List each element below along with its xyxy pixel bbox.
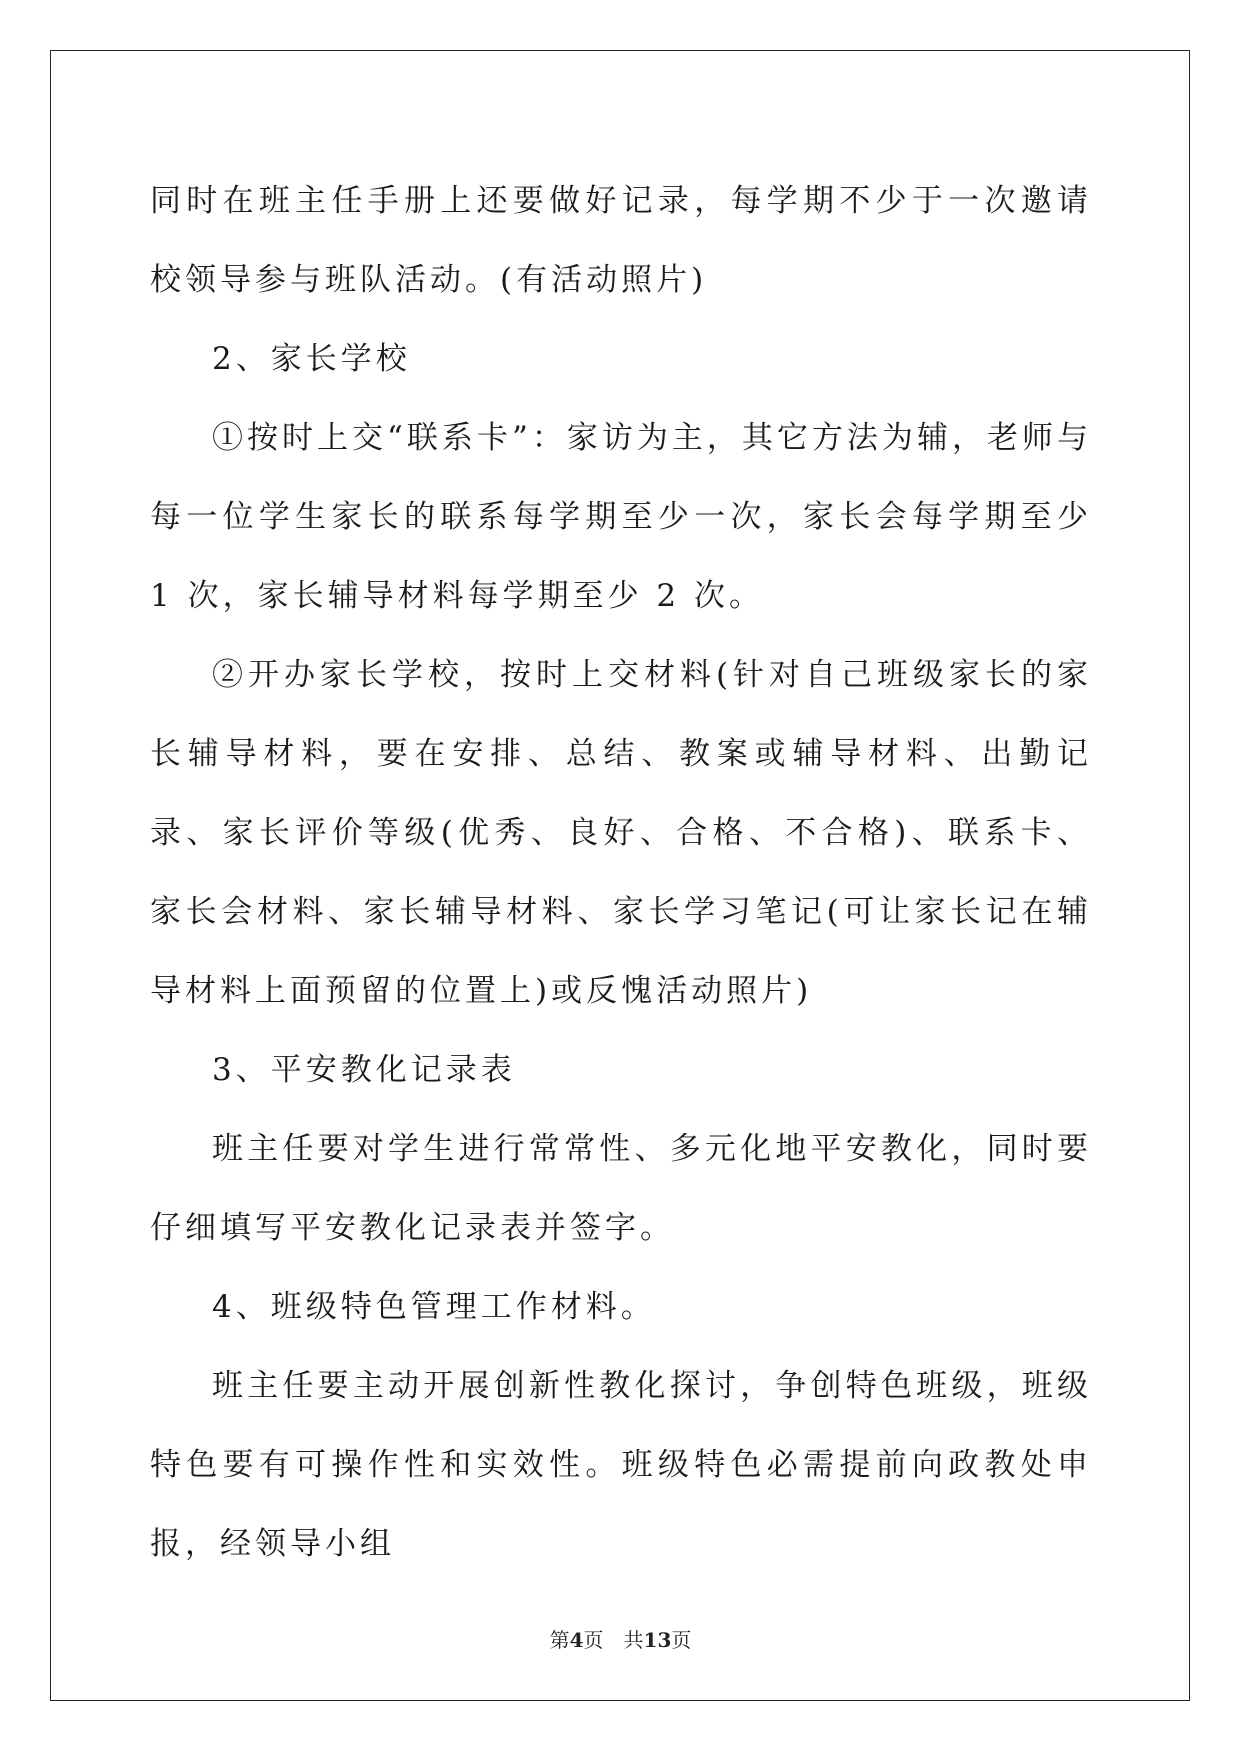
section-heading-safety-record: 3、平安教化记录表 — [212, 1052, 516, 1088]
footer-prefix: 第 — [549, 1628, 570, 1652]
footer-current-page: 4 — [569, 1628, 584, 1652]
section-heading-parent-school: 2、家长学校 — [212, 341, 411, 377]
page-footer — [0, 1624, 1241, 1653]
paragraph-parent-school-materials: ②开办家长学校，按时上交材料(针对自己班级家长的家长辅导材料，要在安排、总结、教案或辅导材料、出勤记录、家长评价等级(优秀、良好、合格、不合格)、联系卡、家长会材料、家长辅导材料、家长学习笔记(可让家长记在辅导材料上面预留的位置上)或反愧活动照片) — [150, 657, 1092, 1009]
footer-page-word: 页 — [583, 1628, 604, 1652]
paragraph-safety-education: 班主任要对学生进行常常性、多元化地平安教化，同时要仔细填写平安教化记录表并签字。 — [150, 1131, 1092, 1246]
footer-total-prefix: 共 — [623, 1628, 644, 1652]
paragraph-class-feature: 班主任要主动开展创新性教化探讨，争创特色班级，班级特色要有可操作性和实效性。班级特色必需提前向政教处申报，经领导小组 — [150, 1368, 1092, 1562]
footer-total-pages: 13 — [643, 1628, 672, 1652]
document-body — [150, 162, 1092, 1584]
paragraph-1: 同时在班主任手册上还要做好记录，每学期不少于一次邀请校领导参与班队活动。(有活动照片) — [150, 183, 1092, 298]
footer-total-suffix: 页 — [671, 1628, 692, 1652]
paragraph-contact-card: ①按时上交“联系卡”：家访为主，其它方法为辅，老师与每一位学生家长的联系每学期至少一次，家长会每学期至少 1 次，家长辅导材料每学期至少 2 次。 — [150, 420, 1092, 614]
section-heading-class-feature: 4、班级特色管理工作材料。 — [212, 1289, 656, 1325]
